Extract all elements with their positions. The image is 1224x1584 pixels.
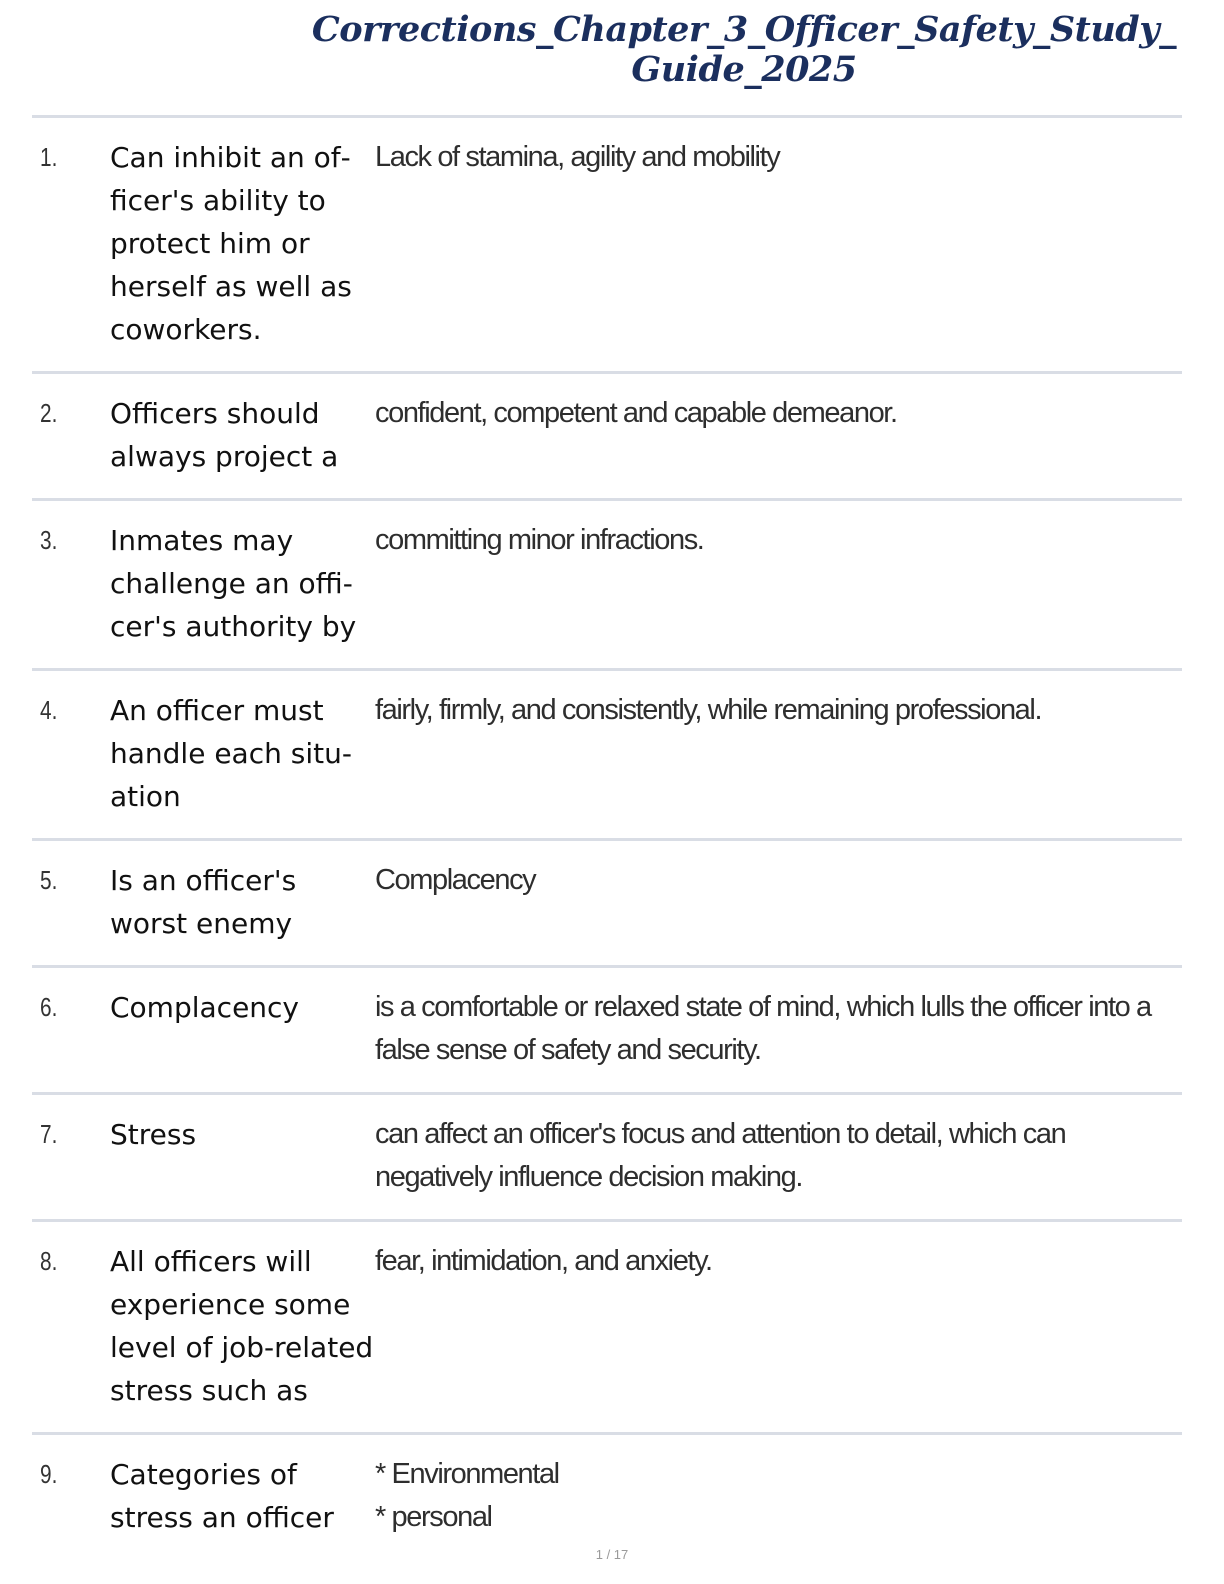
row-number: 6. — [40, 992, 58, 1022]
flashcard-row — [32, 671, 1182, 841]
row-term: Inmates may challenge an officer's authority by — [110, 524, 357, 643]
row-number: 8. — [40, 1246, 58, 1276]
row-number: 1. — [40, 142, 58, 172]
row-term: Is an officer's worst enemy — [110, 864, 297, 940]
page-number: 1 / 17 — [595, 1547, 629, 1562]
row-term: Stress — [110, 1118, 197, 1151]
flashcard-row — [32, 501, 1182, 671]
row-number: 4. — [40, 695, 58, 725]
row-number: 9. — [40, 1459, 58, 1489]
row-term: Categories of stress an officer — [110, 1458, 334, 1534]
row-definition: * Environmental * personal — [375, 1458, 559, 1533]
flashcard-row — [32, 968, 1182, 1095]
row-term: All officers will experience some level of job-related stress such as — [110, 1245, 374, 1407]
row-definition: committing minor infractions. — [375, 524, 704, 556]
flashcard-row — [32, 374, 1182, 501]
flashcard-row — [32, 841, 1182, 968]
row-term: Complacency — [110, 991, 299, 1024]
row-number: 7. — [40, 1119, 58, 1149]
page-title-line-2: Guide_2025 — [631, 49, 857, 90]
row-definition: confident, competent and capable demeanor. — [375, 397, 897, 429]
page-title — [304, 10, 1184, 90]
flashcard-row — [32, 1222, 1182, 1435]
row-definition: Complacency — [375, 864, 536, 896]
row-number: 2. — [40, 398, 58, 428]
row-definition: fairly, firmly, and consistently, while remaining professional. — [375, 694, 1042, 726]
flashcard-row — [32, 118, 1182, 374]
row-definition: Lack of stamina, agility and mobility — [375, 141, 780, 173]
page-title-line-1: Corrections_Chapter_3_Officer_Safety_Study_ — [311, 9, 1177, 50]
row-number: 3. — [40, 525, 58, 555]
row-definition: can affect an officer's focus and attention to detail, which can negatively influence decision making. — [375, 1118, 1066, 1193]
row-number: 5. — [40, 865, 58, 895]
row-term: Officers should always project a — [110, 397, 339, 473]
row-definition: is a comfortable or relaxed state of mind, which lulls the officer into a false sense of safety and security. — [375, 991, 1151, 1066]
row-definition: fear, intimidation, and anxiety. — [375, 1245, 712, 1277]
flashcard-list — [32, 115, 1182, 1559]
row-term: Can inhibit an officer's ability to protect him or herself as well as coworkers. — [110, 141, 352, 346]
flashcard-row — [32, 1095, 1182, 1222]
row-term: An officer must handle each situation — [110, 694, 352, 813]
flashcard-row — [32, 1435, 1182, 1559]
